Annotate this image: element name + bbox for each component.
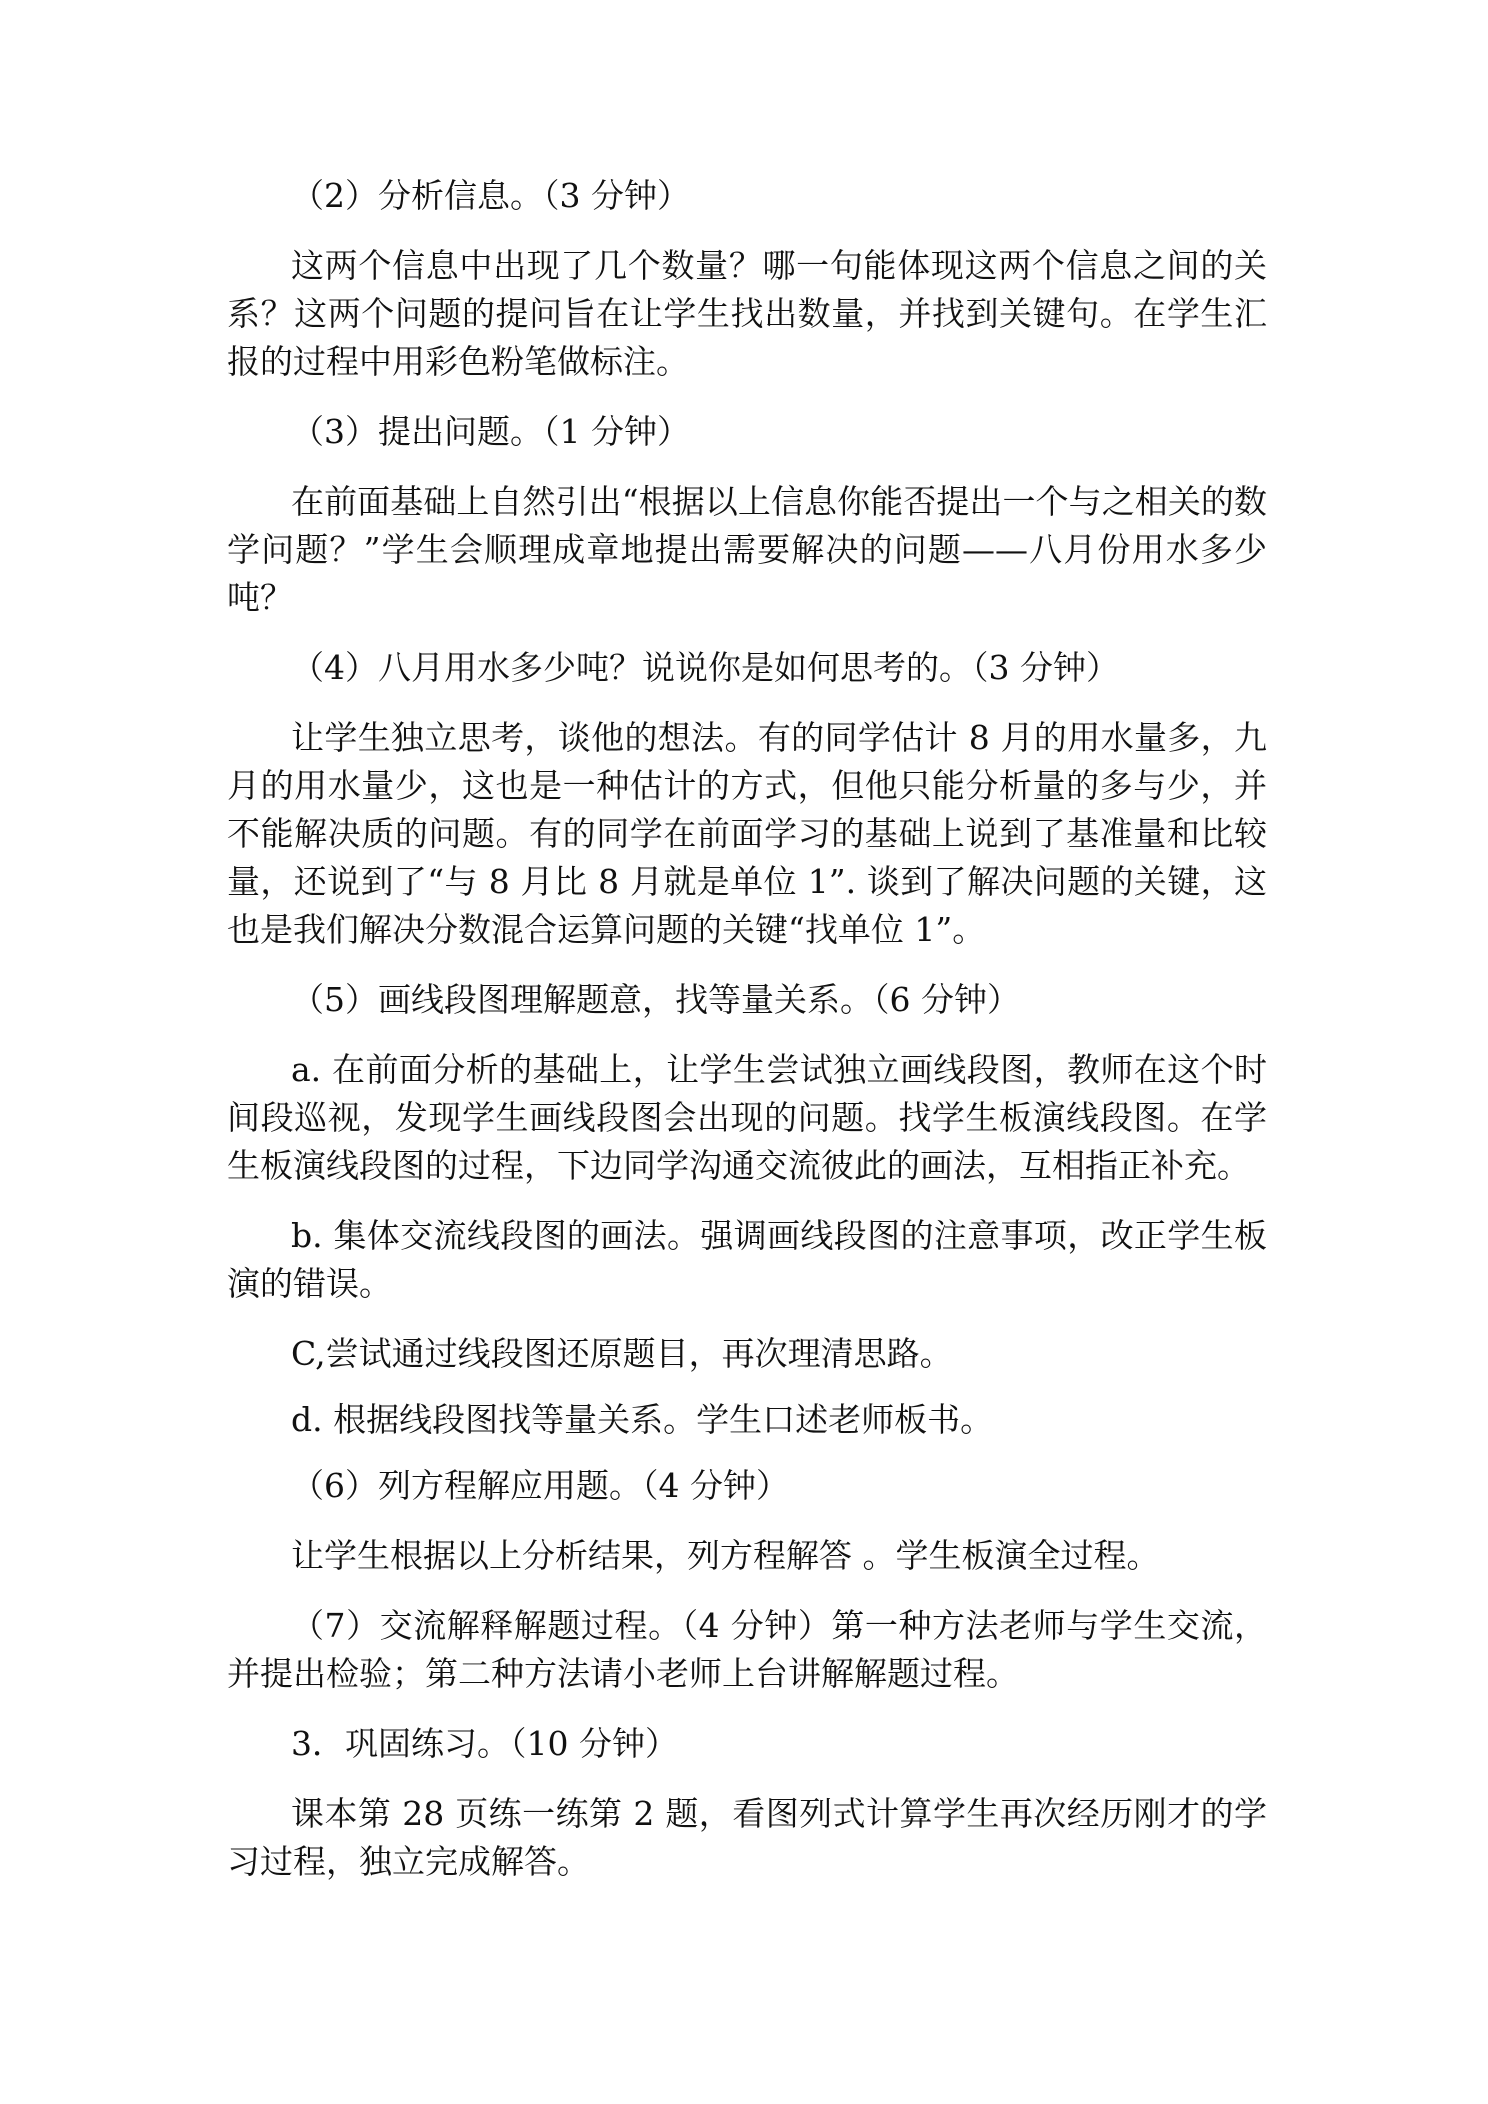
step-heading-practice: 3．巩固练习。（10 分钟） [291,1724,678,1763]
paragraph-line-diagram-d: d. 根据线段图找等量关系。学生口述老师板书。 [291,1400,994,1439]
paragraph-ask-question: 在前面基础上自然引出“根据以上信息你能否提出一个与之相关的数学问题？”学生会顺理成章地提出需要解决的问题——八月份用水多少吨？ [227,482,1267,617]
paragraph-line-diagram-c: C,尝试通过线段图还原题目，再次理清思路。 [291,1334,953,1373]
step-heading-ask-question: （3）提出问题。（1 分钟） [291,412,690,451]
step-heading-line-diagram: （5）画线段图理解题意，找等量关系。（6 分钟） [291,980,1020,1019]
paragraph-independent-thinking: 让学生独立思考，谈他的想法。有的同学估计 8 月的用水量多，九月的用水量少，这也是一种估计的方式，但他只能分析量的多与少，并不能解决质的问题。有的同学在前面学习的基础上说到了基准量和比较量，还说到了“与 8 月比 8 月就是单位 1”. 谈到了解决问题的关键，这也是我们解决分数混合运算问题的关键“找单位 1”。 [227,718,1267,949]
paragraph-explain-process: （7）交流解释解题过程。（4 分钟）第一种方法老师与学生交流，并提出检验；第二种方法请小老师上台讲解解题过程。 [227,1606,1267,1693]
paragraph-practice: 课本第 28 页练一练第 2 题，看图列式计算学生再次经历刚才的学习过程，独立完成解答。 [227,1794,1267,1881]
paragraph-line-diagram-a: a. 在前面分析的基础上，让学生尝试独立画线段图，教师在这个时间段巡视，发现学生画线段图会出现的问题。找学生板演线段图。在学生板演线段图的过程，下边同学沟通交流彼此的画法，互相指正补充。 [227,1050,1267,1185]
step-heading-equation: （6）列方程解应用题。（4 分钟） [291,1466,789,1505]
step-heading-analyze-info: （2）分析信息。（3 分钟） [291,176,690,215]
document-body [227,172,1267,1908]
paragraph-equation: 让学生根据以上分析结果，列方程解答 。学生板演全过程。 [291,1536,1160,1575]
step-heading-august-water: （4）八月用水多少吨？说说你是如何思考的。（3 分钟） [291,648,1119,687]
paragraph-line-diagram-b: b. 集体交流线段图的画法。强调画线段图的注意事项，改正学生板演的错误。 [227,1216,1267,1303]
paragraph-analyze-info: 这两个信息中出现了几个数量？哪一句能体现这两个信息之间的关系？这两个问题的提问旨在让学生找出数量，并找到关键句。在学生汇报的过程中用彩色粉笔做标注。 [227,246,1267,381]
